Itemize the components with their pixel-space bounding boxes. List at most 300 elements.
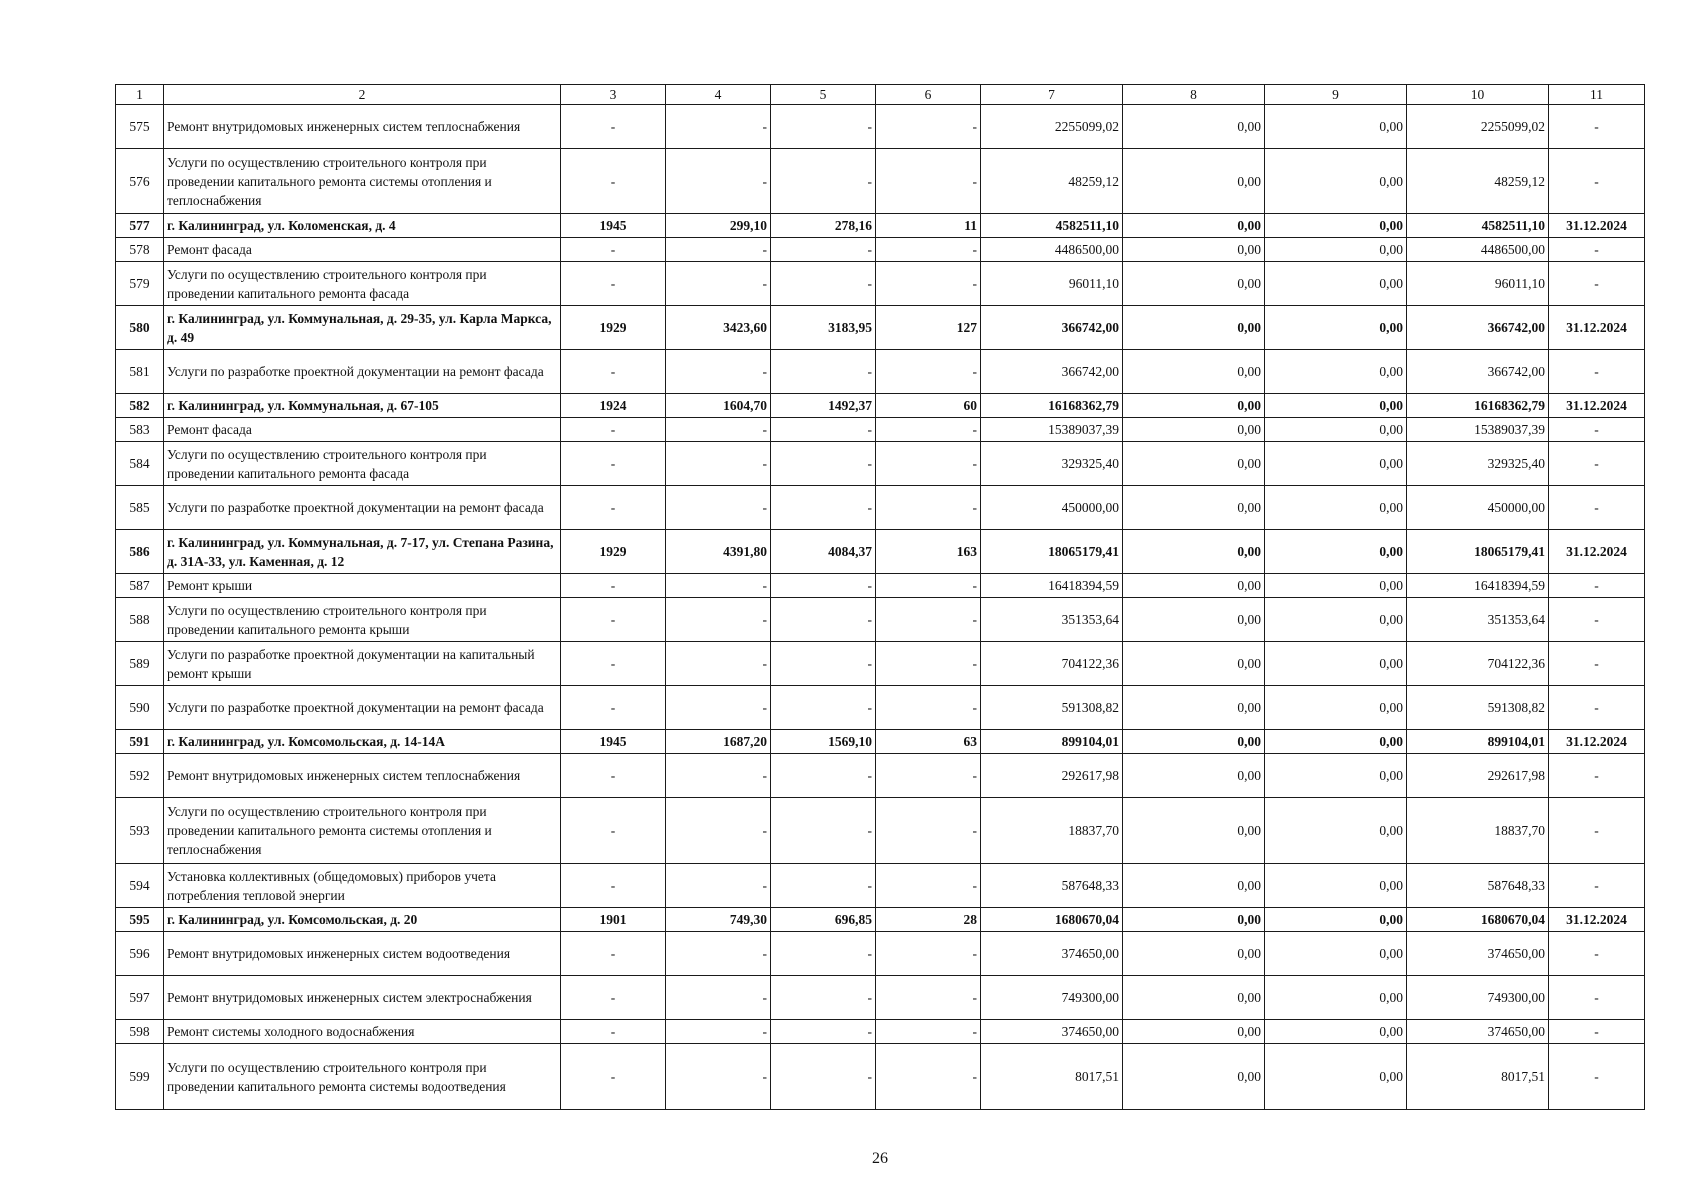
col-10-value: 749300,00: [1407, 976, 1549, 1020]
col-11-value: 31.12.2024: [1549, 730, 1645, 754]
col-3-value: -: [561, 1020, 666, 1044]
row-number: 582: [116, 394, 164, 418]
col-4-value: -: [666, 864, 771, 908]
object-name: г. Калининград, ул. Коммунальная, д. 67-105: [164, 394, 561, 418]
col-11-value: -: [1549, 574, 1645, 598]
table-row: [116, 754, 1645, 798]
col-6-value: 163: [876, 530, 981, 574]
col-4-value: -: [666, 486, 771, 530]
col-6-value: -: [876, 754, 981, 798]
col-5-value: -: [771, 754, 876, 798]
col-11-value: -: [1549, 686, 1645, 730]
col-11-value: -: [1549, 442, 1645, 486]
col-8-value: 0,00: [1123, 262, 1265, 306]
header-cell: 5: [771, 85, 876, 105]
col-10-value: 899104,01: [1407, 730, 1549, 754]
col-4-value: -: [666, 932, 771, 976]
col-7-value: 18065179,41: [981, 530, 1123, 574]
col-7-value: 704122,36: [981, 642, 1123, 686]
col-5-value: -: [771, 1020, 876, 1044]
col-10-value: 18065179,41: [1407, 530, 1549, 574]
col-7-value: 18837,70: [981, 798, 1123, 864]
object-name: Ремонт внутридомовых инженерных систем теплоснабжения: [164, 754, 561, 798]
col-9-value: 0,00: [1265, 598, 1407, 642]
col-7-value: 899104,01: [981, 730, 1123, 754]
table-row: [116, 1044, 1645, 1110]
col-10-value: 1680670,04: [1407, 908, 1549, 932]
row-number: 599: [116, 1044, 164, 1110]
col-10-value: 366742,00: [1407, 306, 1549, 350]
header-cell: 8: [1123, 85, 1265, 105]
col-4-value: 3423,60: [666, 306, 771, 350]
col-11-value: 31.12.2024: [1549, 214, 1645, 238]
object-name: Услуги по разработке проектной документации на ремонт фасада: [164, 486, 561, 530]
header-cell: 1: [116, 85, 164, 105]
col-5-value: -: [771, 1044, 876, 1110]
table-row: [116, 864, 1645, 908]
col-9-value: 0,00: [1265, 864, 1407, 908]
col-7-value: 292617,98: [981, 754, 1123, 798]
col-6-value: 11: [876, 214, 981, 238]
object-name: Ремонт системы холодного водоснабжения: [164, 1020, 561, 1044]
col-9-value: 0,00: [1265, 686, 1407, 730]
col-4-value: -: [666, 105, 771, 149]
col-7-value: 16168362,79: [981, 394, 1123, 418]
col-4-value: -: [666, 598, 771, 642]
col-3-value: -: [561, 1044, 666, 1110]
col-8-value: 0,00: [1123, 306, 1265, 350]
table-row: [116, 442, 1645, 486]
col-6-value: -: [876, 238, 981, 262]
col-6-value: -: [876, 574, 981, 598]
col-11-value: 31.12.2024: [1549, 306, 1645, 350]
col-7-value: 351353,64: [981, 598, 1123, 642]
object-name: Услуги по осуществлению строительного контроля при проведении капитального ремонта фасада: [164, 262, 561, 306]
col-11-value: -: [1549, 932, 1645, 976]
col-8-value: 0,00: [1123, 1020, 1265, 1044]
row-number: 595: [116, 908, 164, 932]
col-9-value: 0,00: [1265, 418, 1407, 442]
row-number: 590: [116, 686, 164, 730]
col-3-value: -: [561, 686, 666, 730]
object-name: Услуги по осуществлению строительного контроля при проведении капитального ремонта фасада: [164, 442, 561, 486]
header-cell: 6: [876, 85, 981, 105]
row-number: 580: [116, 306, 164, 350]
col-10-value: 704122,36: [1407, 642, 1549, 686]
row-number: 592: [116, 754, 164, 798]
col-11-value: -: [1549, 149, 1645, 214]
col-3-value: -: [561, 149, 666, 214]
object-name: г. Калининград, ул. Коломенская, д. 4: [164, 214, 561, 238]
col-3-value: 1929: [561, 530, 666, 574]
col-9-value: 0,00: [1265, 754, 1407, 798]
col-9-value: 0,00: [1265, 394, 1407, 418]
col-6-value: -: [876, 932, 981, 976]
col-9-value: 0,00: [1265, 1044, 1407, 1110]
col-5-value: -: [771, 442, 876, 486]
col-4-value: -: [666, 798, 771, 864]
table-row: [116, 214, 1645, 238]
col-7-value: 8017,51: [981, 1044, 1123, 1110]
row-number: 594: [116, 864, 164, 908]
row-number: 591: [116, 730, 164, 754]
row-number: 581: [116, 350, 164, 394]
col-11-value: -: [1549, 1020, 1645, 1044]
col-7-value: 587648,33: [981, 864, 1123, 908]
col-8-value: 0,00: [1123, 932, 1265, 976]
col-10-value: 48259,12: [1407, 149, 1549, 214]
col-4-value: 1604,70: [666, 394, 771, 418]
col-5-value: 278,16: [771, 214, 876, 238]
col-10-value: 591308,82: [1407, 686, 1549, 730]
col-8-value: 0,00: [1123, 642, 1265, 686]
col-7-value: 366742,00: [981, 306, 1123, 350]
col-4-value: -: [666, 686, 771, 730]
col-10-value: 15389037,39: [1407, 418, 1549, 442]
col-7-value: 96011,10: [981, 262, 1123, 306]
col-10-value: 329325,40: [1407, 442, 1549, 486]
col-7-value: 591308,82: [981, 686, 1123, 730]
col-9-value: 0,00: [1265, 932, 1407, 976]
table-row: [116, 574, 1645, 598]
col-11-value: -: [1549, 754, 1645, 798]
col-10-value: 16168362,79: [1407, 394, 1549, 418]
col-7-value: 450000,00: [981, 486, 1123, 530]
header-cell: 11: [1549, 85, 1645, 105]
col-8-value: 0,00: [1123, 442, 1265, 486]
col-10-value: 16418394,59: [1407, 574, 1549, 598]
col-3-value: -: [561, 932, 666, 976]
col-7-value: 15389037,39: [981, 418, 1123, 442]
col-8-value: 0,00: [1123, 530, 1265, 574]
col-3-value: -: [561, 976, 666, 1020]
table-row: [116, 976, 1645, 1020]
col-7-value: 366742,00: [981, 350, 1123, 394]
col-8-value: 0,00: [1123, 798, 1265, 864]
col-10-value: 18837,70: [1407, 798, 1549, 864]
object-name: Услуги по осуществлению строительного контроля при проведении капитального ремонта системы отопления и теплоснабжения: [164, 149, 561, 214]
col-8-value: 0,00: [1123, 486, 1265, 530]
table-row: [116, 418, 1645, 442]
row-number: 598: [116, 1020, 164, 1044]
col-9-value: 0,00: [1265, 1020, 1407, 1044]
object-name: Ремонт крыши: [164, 574, 561, 598]
col-9-value: 0,00: [1265, 306, 1407, 350]
col-9-value: 0,00: [1265, 350, 1407, 394]
col-10-value: 587648,33: [1407, 864, 1549, 908]
col-5-value: 696,85: [771, 908, 876, 932]
col-9-value: 0,00: [1265, 149, 1407, 214]
col-4-value: 749,30: [666, 908, 771, 932]
object-name: Ремонт фасада: [164, 238, 561, 262]
col-3-value: -: [561, 418, 666, 442]
col-11-value: -: [1549, 642, 1645, 686]
col-8-value: 0,00: [1123, 686, 1265, 730]
col-9-value: 0,00: [1265, 976, 1407, 1020]
col-4-value: -: [666, 149, 771, 214]
col-4-value: -: [666, 442, 771, 486]
header-cell: 4: [666, 85, 771, 105]
row-number: 577: [116, 214, 164, 238]
col-5-value: -: [771, 105, 876, 149]
table-row: [116, 530, 1645, 574]
col-6-value: -: [876, 442, 981, 486]
col-10-value: 2255099,02: [1407, 105, 1549, 149]
header-cell: 7: [981, 85, 1123, 105]
col-7-value: 374650,00: [981, 1020, 1123, 1044]
col-7-value: 48259,12: [981, 149, 1123, 214]
table-row: [116, 686, 1645, 730]
col-5-value: -: [771, 262, 876, 306]
col-8-value: 0,00: [1123, 238, 1265, 262]
column-number-header: [116, 85, 1645, 105]
col-5-value: -: [771, 932, 876, 976]
col-6-value: -: [876, 642, 981, 686]
col-8-value: 0,00: [1123, 214, 1265, 238]
table-row: [116, 598, 1645, 642]
col-6-value: -: [876, 1044, 981, 1110]
col-7-value: 749300,00: [981, 976, 1123, 1020]
col-9-value: 0,00: [1265, 642, 1407, 686]
col-11-value: 31.12.2024: [1549, 908, 1645, 932]
row-number: 585: [116, 486, 164, 530]
col-3-value: -: [561, 574, 666, 598]
col-6-value: -: [876, 1020, 981, 1044]
col-3-value: -: [561, 105, 666, 149]
col-6-value: 60: [876, 394, 981, 418]
row-number: 583: [116, 418, 164, 442]
col-4-value: -: [666, 976, 771, 1020]
col-3-value: -: [561, 486, 666, 530]
page-number: 26: [872, 1150, 888, 1167]
col-3-value: -: [561, 262, 666, 306]
col-4-value: -: [666, 418, 771, 442]
col-11-value: -: [1549, 350, 1645, 394]
row-number: 593: [116, 798, 164, 864]
table-row: [116, 149, 1645, 214]
table-row: [116, 642, 1645, 686]
col-7-value: 1680670,04: [981, 908, 1123, 932]
col-6-value: -: [876, 798, 981, 864]
col-5-value: 4084,37: [771, 530, 876, 574]
col-5-value: 1492,37: [771, 394, 876, 418]
table-row: [116, 908, 1645, 932]
header-cell: 3: [561, 85, 666, 105]
col-6-value: -: [876, 105, 981, 149]
col-7-value: 4582511,10: [981, 214, 1123, 238]
col-6-value: -: [876, 486, 981, 530]
col-5-value: -: [771, 486, 876, 530]
col-4-value: -: [666, 350, 771, 394]
table-row: [116, 1020, 1645, 1044]
object-name: г. Калининград, ул. Комсомольская, д. 14-14А: [164, 730, 561, 754]
object-name: Ремонт внутридомовых инженерных систем электроснабжения: [164, 976, 561, 1020]
col-3-value: -: [561, 798, 666, 864]
col-9-value: 0,00: [1265, 262, 1407, 306]
col-5-value: -: [771, 149, 876, 214]
col-3-value: -: [561, 754, 666, 798]
col-8-value: 0,00: [1123, 730, 1265, 754]
object-name: Услуги по разработке проектной документации на капитальный ремонт крыши: [164, 642, 561, 686]
row-number: 597: [116, 976, 164, 1020]
object-name: г. Калининград, ул. Коммунальная, д. 29-35, ул. Карла Маркса, д. 49: [164, 306, 561, 350]
table-row: [116, 486, 1645, 530]
col-8-value: 0,00: [1123, 574, 1265, 598]
col-4-value: -: [666, 574, 771, 598]
col-7-value: 4486500,00: [981, 238, 1123, 262]
table-row: [116, 350, 1645, 394]
col-11-value: -: [1549, 238, 1645, 262]
col-9-value: 0,00: [1265, 908, 1407, 932]
col-10-value: 4582511,10: [1407, 214, 1549, 238]
col-5-value: -: [771, 598, 876, 642]
row-number: 584: [116, 442, 164, 486]
col-4-value: 1687,20: [666, 730, 771, 754]
col-8-value: 0,00: [1123, 908, 1265, 932]
col-9-value: 0,00: [1265, 530, 1407, 574]
col-11-value: -: [1549, 486, 1645, 530]
object-name: г. Калининград, ул. Коммунальная, д. 7-17, ул. Степана Разина, д. 31А-33, ул. Каменная, д. 12: [164, 530, 561, 574]
col-9-value: 0,00: [1265, 574, 1407, 598]
col-4-value: -: [666, 238, 771, 262]
row-number: 589: [116, 642, 164, 686]
table-row: [116, 262, 1645, 306]
object-name: Ремонт фасада: [164, 418, 561, 442]
col-9-value: 0,00: [1265, 105, 1407, 149]
col-11-value: -: [1549, 1044, 1645, 1110]
col-4-value: -: [666, 642, 771, 686]
col-8-value: 0,00: [1123, 394, 1265, 418]
col-5-value: -: [771, 642, 876, 686]
row-number: 588: [116, 598, 164, 642]
object-name: Ремонт внутридомовых инженерных систем водоотведения: [164, 932, 561, 976]
col-6-value: 28: [876, 908, 981, 932]
col-3-value: -: [561, 442, 666, 486]
object-name: г. Калининград, ул. Комсомольская, д. 20: [164, 908, 561, 932]
col-5-value: -: [771, 798, 876, 864]
col-11-value: -: [1549, 798, 1645, 864]
col-10-value: 374650,00: [1407, 1020, 1549, 1044]
table-row: [116, 306, 1645, 350]
col-5-value: 1569,10: [771, 730, 876, 754]
object-name: Услуги по разработке проектной документации на ремонт фасада: [164, 686, 561, 730]
col-8-value: 0,00: [1123, 598, 1265, 642]
row-number: 587: [116, 574, 164, 598]
col-6-value: 63: [876, 730, 981, 754]
col-6-value: -: [876, 149, 981, 214]
col-10-value: 366742,00: [1407, 350, 1549, 394]
col-11-value: -: [1549, 105, 1645, 149]
col-7-value: 2255099,02: [981, 105, 1123, 149]
object-name: Услуги по осуществлению строительного контроля при проведении капитального ремонта крыши: [164, 598, 561, 642]
col-4-value: -: [666, 754, 771, 798]
col-4-value: -: [666, 1020, 771, 1044]
row-number: 575: [116, 105, 164, 149]
col-4-value: -: [666, 1044, 771, 1110]
col-10-value: 351353,64: [1407, 598, 1549, 642]
col-10-value: 4486500,00: [1407, 238, 1549, 262]
table-row: [116, 932, 1645, 976]
col-5-value: -: [771, 976, 876, 1020]
col-7-value: 374650,00: [981, 932, 1123, 976]
col-6-value: -: [876, 262, 981, 306]
col-10-value: 96011,10: [1407, 262, 1549, 306]
col-8-value: 0,00: [1123, 149, 1265, 214]
col-8-value: 0,00: [1123, 1044, 1265, 1110]
col-3-value: -: [561, 598, 666, 642]
header-cell: 10: [1407, 85, 1549, 105]
col-8-value: 0,00: [1123, 754, 1265, 798]
col-6-value: -: [876, 350, 981, 394]
col-3-value: -: [561, 642, 666, 686]
row-number: 576: [116, 149, 164, 214]
col-9-value: 0,00: [1265, 798, 1407, 864]
row-number: 596: [116, 932, 164, 976]
col-6-value: -: [876, 418, 981, 442]
col-3-value: -: [561, 864, 666, 908]
col-5-value: 3183,95: [771, 306, 876, 350]
col-10-value: 374650,00: [1407, 932, 1549, 976]
col-5-value: -: [771, 864, 876, 908]
col-6-value: -: [876, 686, 981, 730]
object-name: Услуги по осуществлению строительного контроля при проведении капитального ремонта системы отопления и теплоснабжения: [164, 798, 561, 864]
col-5-value: -: [771, 238, 876, 262]
col-3-value: 1945: [561, 730, 666, 754]
col-3-value: 1929: [561, 306, 666, 350]
col-5-value: -: [771, 574, 876, 598]
col-9-value: 0,00: [1265, 214, 1407, 238]
table-row: [116, 798, 1645, 864]
col-7-value: 329325,40: [981, 442, 1123, 486]
col-3-value: 1945: [561, 214, 666, 238]
col-9-value: 0,00: [1265, 442, 1407, 486]
col-11-value: -: [1549, 976, 1645, 1020]
col-11-value: -: [1549, 418, 1645, 442]
row-number: 579: [116, 262, 164, 306]
col-4-value: 299,10: [666, 214, 771, 238]
col-4-value: -: [666, 262, 771, 306]
table-row: [116, 394, 1645, 418]
col-3-value: 1901: [561, 908, 666, 932]
col-3-value: -: [561, 350, 666, 394]
col-3-value: 1924: [561, 394, 666, 418]
register-table: [115, 84, 1645, 1110]
row-number: 578: [116, 238, 164, 262]
col-6-value: 127: [876, 306, 981, 350]
col-11-value: -: [1549, 262, 1645, 306]
col-7-value: 16418394,59: [981, 574, 1123, 598]
table-row: [116, 730, 1645, 754]
table-row: [116, 105, 1645, 149]
col-10-value: 292617,98: [1407, 754, 1549, 798]
col-9-value: 0,00: [1265, 730, 1407, 754]
object-name: Услуги по осуществлению строительного контроля при проведении капитального ремонта системы водоотведения: [164, 1044, 561, 1110]
col-3-value: -: [561, 238, 666, 262]
col-8-value: 0,00: [1123, 864, 1265, 908]
col-9-value: 0,00: [1265, 238, 1407, 262]
col-10-value: 8017,51: [1407, 1044, 1549, 1110]
object-name: Установка коллективных (общедомовых) приборов учета потребления тепловой энергии: [164, 864, 561, 908]
object-name: Ремонт внутридомовых инженерных систем теплоснабжения: [164, 105, 561, 149]
col-5-value: -: [771, 350, 876, 394]
col-5-value: -: [771, 686, 876, 730]
col-6-value: -: [876, 598, 981, 642]
col-4-value: 4391,80: [666, 530, 771, 574]
col-6-value: -: [876, 864, 981, 908]
col-5-value: -: [771, 418, 876, 442]
col-11-value: -: [1549, 598, 1645, 642]
col-9-value: 0,00: [1265, 486, 1407, 530]
